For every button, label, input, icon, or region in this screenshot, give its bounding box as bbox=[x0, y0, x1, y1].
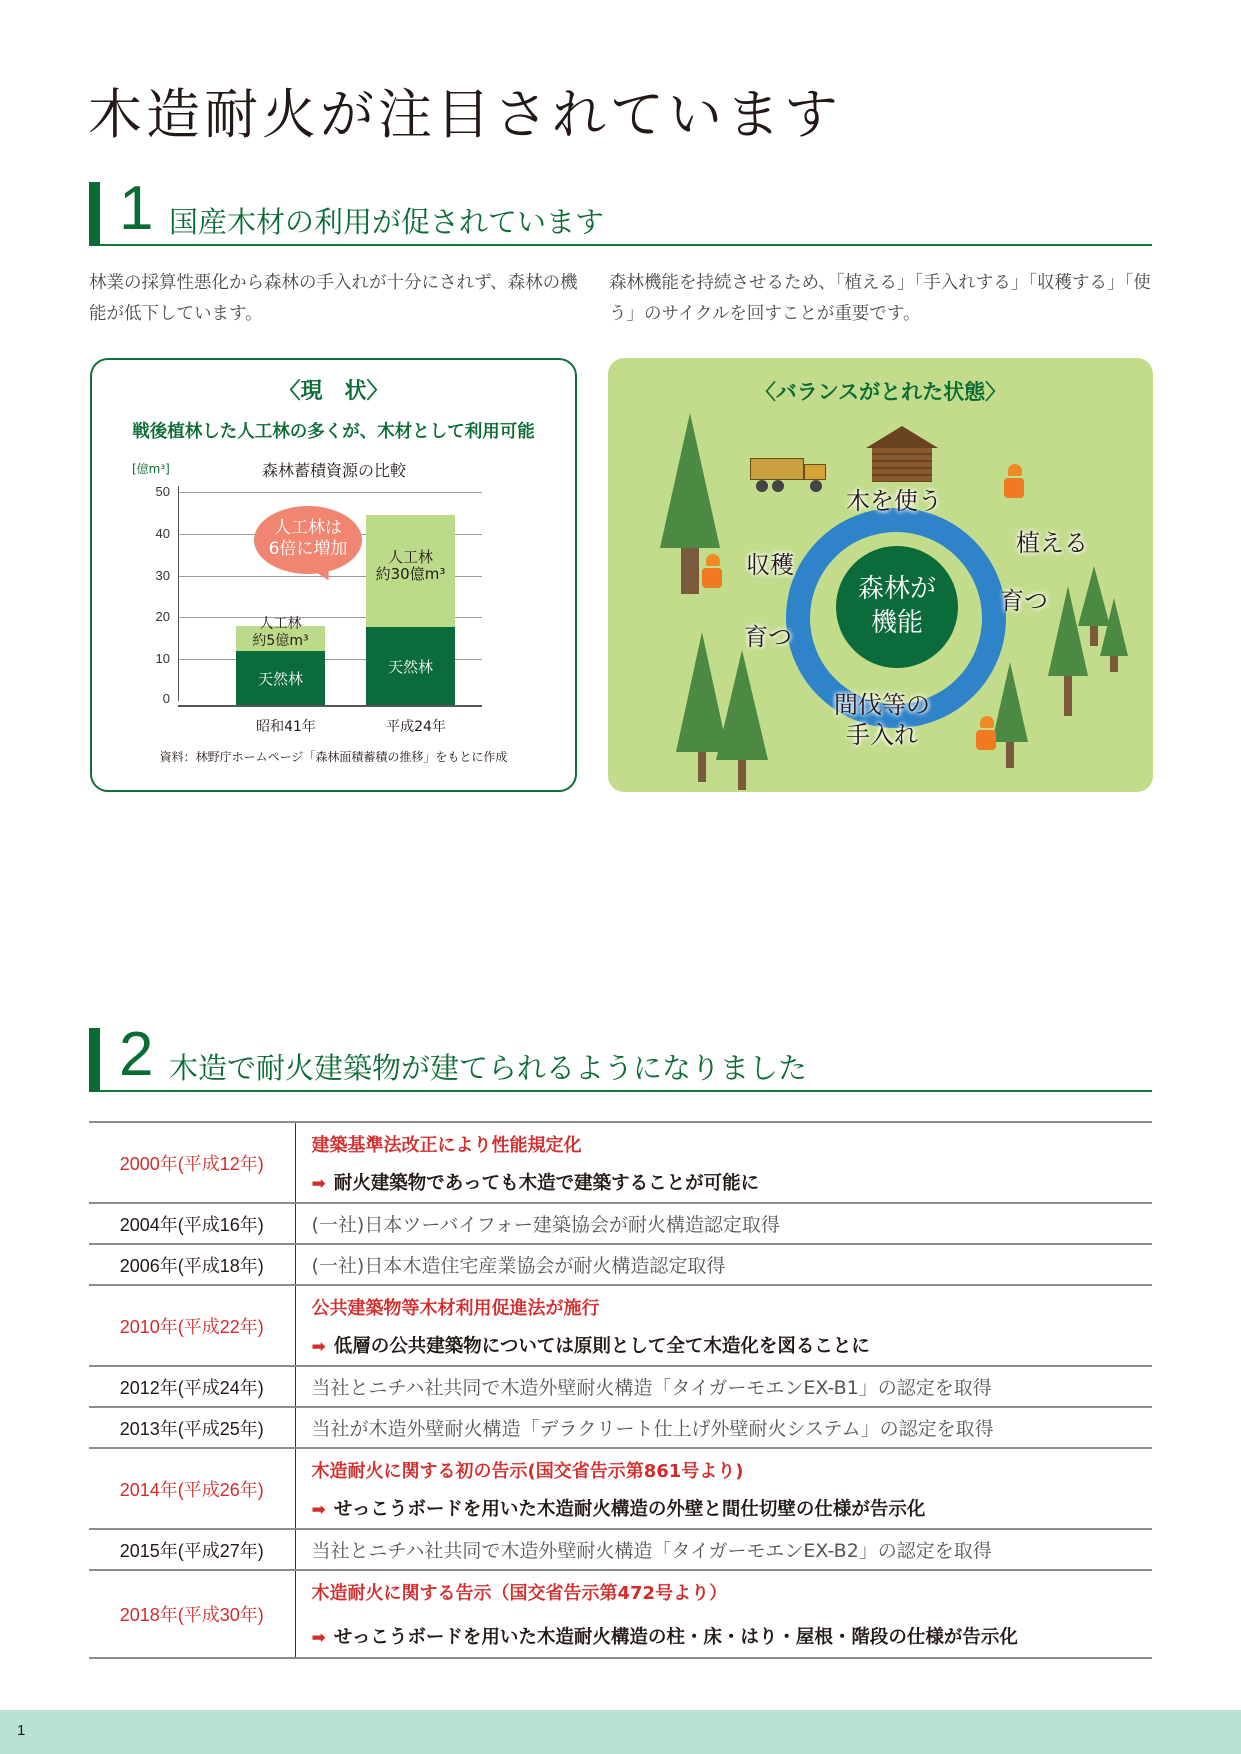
timeline-year: 2012年(平成24年) bbox=[89, 1366, 295, 1407]
timeline-row bbox=[89, 1203, 1152, 1244]
section-2-header bbox=[89, 1020, 1152, 1092]
section-marker-bar bbox=[89, 182, 100, 246]
timeline-detail bbox=[312, 1173, 1153, 1195]
diagram-title: 〈バランスがとれた状態〉 bbox=[754, 380, 1007, 404]
cycle-label-harvest: 収穫 bbox=[746, 551, 794, 579]
segment-label: 天然林 bbox=[257, 669, 303, 688]
timeline-row bbox=[89, 1366, 1152, 1407]
gridline bbox=[178, 492, 482, 493]
section-title: 国産木材の利用が促されています bbox=[169, 205, 605, 239]
timeline-description bbox=[295, 1285, 1152, 1366]
timeline-row bbox=[89, 1285, 1152, 1366]
tree-icon bbox=[1100, 598, 1128, 672]
planted-label-line2: 約30億m³ bbox=[375, 565, 446, 583]
timeline-detail-text: せっこうボードを用いた木造耐火構造の柱・床・はり・屋根・階段の仕様が告示化 bbox=[333, 1627, 1018, 1648]
x-axis bbox=[178, 705, 482, 707]
y-tick: 20 bbox=[155, 609, 170, 624]
timeline-row bbox=[89, 1244, 1152, 1285]
card-title: 〈現 状〉 bbox=[278, 379, 389, 404]
timeline-row bbox=[89, 1529, 1152, 1570]
timeline-row bbox=[89, 1122, 1152, 1203]
page-title: 木造耐火が注目されています bbox=[88, 83, 842, 146]
chart-source-note: 資料：林野庁ホームページ「森林面積蓄積の推移」をもとに作成 bbox=[159, 750, 508, 764]
right-arrow-icon: ➡ bbox=[311, 1499, 326, 1520]
page-number: 1 bbox=[17, 1722, 26, 1739]
timeline-year: 2006年(平成18年) bbox=[89, 1244, 295, 1285]
y-axis bbox=[178, 486, 179, 701]
right-arrow-icon: ➡ bbox=[311, 1336, 326, 1357]
timeline-row bbox=[89, 1570, 1152, 1658]
planted-label-line1: 人工林 bbox=[259, 616, 302, 632]
timeline-year: 2004年(平成16年) bbox=[89, 1203, 295, 1244]
section-1-paragraph-left: 林業の採算性悪化から森林の手入れが十分にされず、森林の機能が低下しています。 bbox=[89, 273, 578, 324]
timeline-detail-text: 耐火建築物であっても木造で建築することが可能に bbox=[333, 1172, 760, 1194]
center-line1: 森林が bbox=[857, 574, 936, 604]
harvesting-worker-icon bbox=[702, 554, 724, 588]
cycle-label-thinning bbox=[834, 690, 930, 750]
x-label-heisei24: 平成24年 bbox=[386, 719, 446, 735]
section-number: 1 bbox=[119, 174, 154, 243]
timeline-row bbox=[89, 1407, 1152, 1448]
timeline-headline: 木造耐火に関する告示（国交省告示第472号より） bbox=[311, 1583, 728, 1604]
log-house-icon bbox=[866, 426, 936, 482]
timeline-description: 当社とニチハ社共同で木造外壁耐火構造「タイガーモエンEX-B2」の認定を取得 bbox=[295, 1529, 1152, 1570]
timeline-year: 2018年(平成30年) bbox=[89, 1570, 295, 1658]
right-arrow-icon: ➡ bbox=[311, 1628, 326, 1648]
x-label-showa41: 昭和41年 bbox=[256, 719, 316, 735]
cycle-label-plant: 植える bbox=[1016, 529, 1088, 557]
tree-icon bbox=[716, 650, 768, 790]
center-line2: 機能 bbox=[870, 608, 923, 638]
timeline-year: 2015年(平成27年) bbox=[89, 1529, 295, 1570]
chart-unit-label: [億m³] bbox=[132, 462, 170, 476]
thinning-line1: 間伐等の bbox=[834, 691, 930, 719]
planted-label-line2: 約5億m³ bbox=[252, 633, 309, 649]
cycle-label-grow-left: 育つ bbox=[744, 623, 792, 651]
callout-line1: 人工林は bbox=[274, 518, 342, 538]
y-tick: 0 bbox=[162, 691, 170, 706]
planted-label-line1: 人工林 bbox=[387, 548, 433, 566]
chart-title: 森林蓄積資源の比較 bbox=[262, 461, 407, 480]
planted-label bbox=[366, 549, 455, 583]
section-title: 木造で耐火建築物が建てられるようになりました bbox=[169, 1051, 808, 1085]
balance-cycle-diagram bbox=[608, 358, 1153, 792]
thinning-worker-icon bbox=[976, 716, 998, 750]
callout-line2: 6倍に増加 bbox=[268, 539, 348, 559]
tree-icon bbox=[992, 662, 1028, 768]
timeline-description bbox=[295, 1448, 1152, 1529]
center-forest-function bbox=[836, 546, 958, 668]
timeline-year: 2000年(平成12年) bbox=[89, 1122, 295, 1203]
timeline-description: 当社とニチハ社共同で木造外壁耐火構造「タイガーモエンEX-B1」の認定を取得 bbox=[295, 1366, 1152, 1407]
right-arrow-icon: ➡ bbox=[311, 1173, 326, 1194]
timeline-description bbox=[295, 1570, 1152, 1658]
planting-worker-icon bbox=[1004, 464, 1026, 498]
timeline-headline: 公共建築物等木材利用促進法が施行 bbox=[311, 1297, 600, 1319]
cycle-label-grow-right: 育つ bbox=[1000, 587, 1048, 615]
bar-segment-natural bbox=[366, 627, 455, 705]
section-marker-bar bbox=[89, 1028, 100, 1092]
y-tick: 40 bbox=[155, 526, 170, 541]
planted-label bbox=[236, 616, 325, 650]
timeline-detail bbox=[312, 1627, 1153, 1649]
timeline-detail bbox=[312, 1499, 1153, 1521]
history-timeline-table bbox=[89, 1121, 1152, 1659]
card-subtitle: 戦後植林した人工林の多くが、木材として利用可能 bbox=[132, 422, 535, 442]
timeline-detail-text: 低層の公共建築物については原則として全て木造化を図ることに bbox=[333, 1335, 870, 1357]
timeline-description: (一社)日本ツーバイフォー建築協会が耐火構造認定取得 bbox=[295, 1203, 1152, 1244]
timeline-year: 2010年(平成22年) bbox=[89, 1285, 295, 1366]
timeline-description: 当社が木造外壁耐火構造「デラクリート仕上げ外壁耐火システム」の認定を取得 bbox=[295, 1407, 1152, 1448]
y-tick: 30 bbox=[155, 568, 170, 583]
cycle-label-use: 木を使う bbox=[846, 487, 942, 515]
timeline-description bbox=[295, 1122, 1152, 1203]
thinning-line2: 手入れ bbox=[846, 721, 918, 749]
bar-segment-natural bbox=[236, 651, 325, 705]
timeline-year: 2013年(平成25年) bbox=[89, 1407, 295, 1448]
timeline-description: (一社)日本木造住宅産業協会が耐火構造認定取得 bbox=[295, 1244, 1152, 1285]
timeline-headline: 木造耐火に関する初の告示(国交省告示第861号より) bbox=[311, 1460, 744, 1482]
timeline-year: 2014年(平成26年) bbox=[89, 1448, 295, 1529]
callout-bubble bbox=[254, 506, 362, 574]
timeline-detail bbox=[312, 1336, 1153, 1358]
timeline-headline: 建築基準法改正により性能規定化 bbox=[311, 1134, 582, 1156]
segment-label: 天然林 bbox=[387, 657, 433, 676]
page-footer bbox=[0, 1710, 1241, 1754]
y-tick: 50 bbox=[155, 484, 170, 499]
current-state-card bbox=[90, 358, 577, 792]
section-1-header bbox=[89, 174, 1152, 246]
timeline-row bbox=[89, 1448, 1152, 1529]
bar-showa41 bbox=[236, 616, 325, 705]
section-1-paragraph-right: 森林機能を持続させるため、「植える」「手入れする」「収穫する」「使う」のサイクルを回すことが重要です。 bbox=[609, 273, 1151, 324]
section-number: 2 bbox=[119, 1020, 154, 1089]
bar-heisei24 bbox=[366, 515, 455, 705]
log-truck-icon bbox=[750, 452, 830, 496]
y-tick: 10 bbox=[155, 651, 170, 666]
timeline-detail-text: せっこうボードを用いた木造耐火構造の外壁と間仕切壁の仕様が告示化 bbox=[333, 1498, 926, 1520]
